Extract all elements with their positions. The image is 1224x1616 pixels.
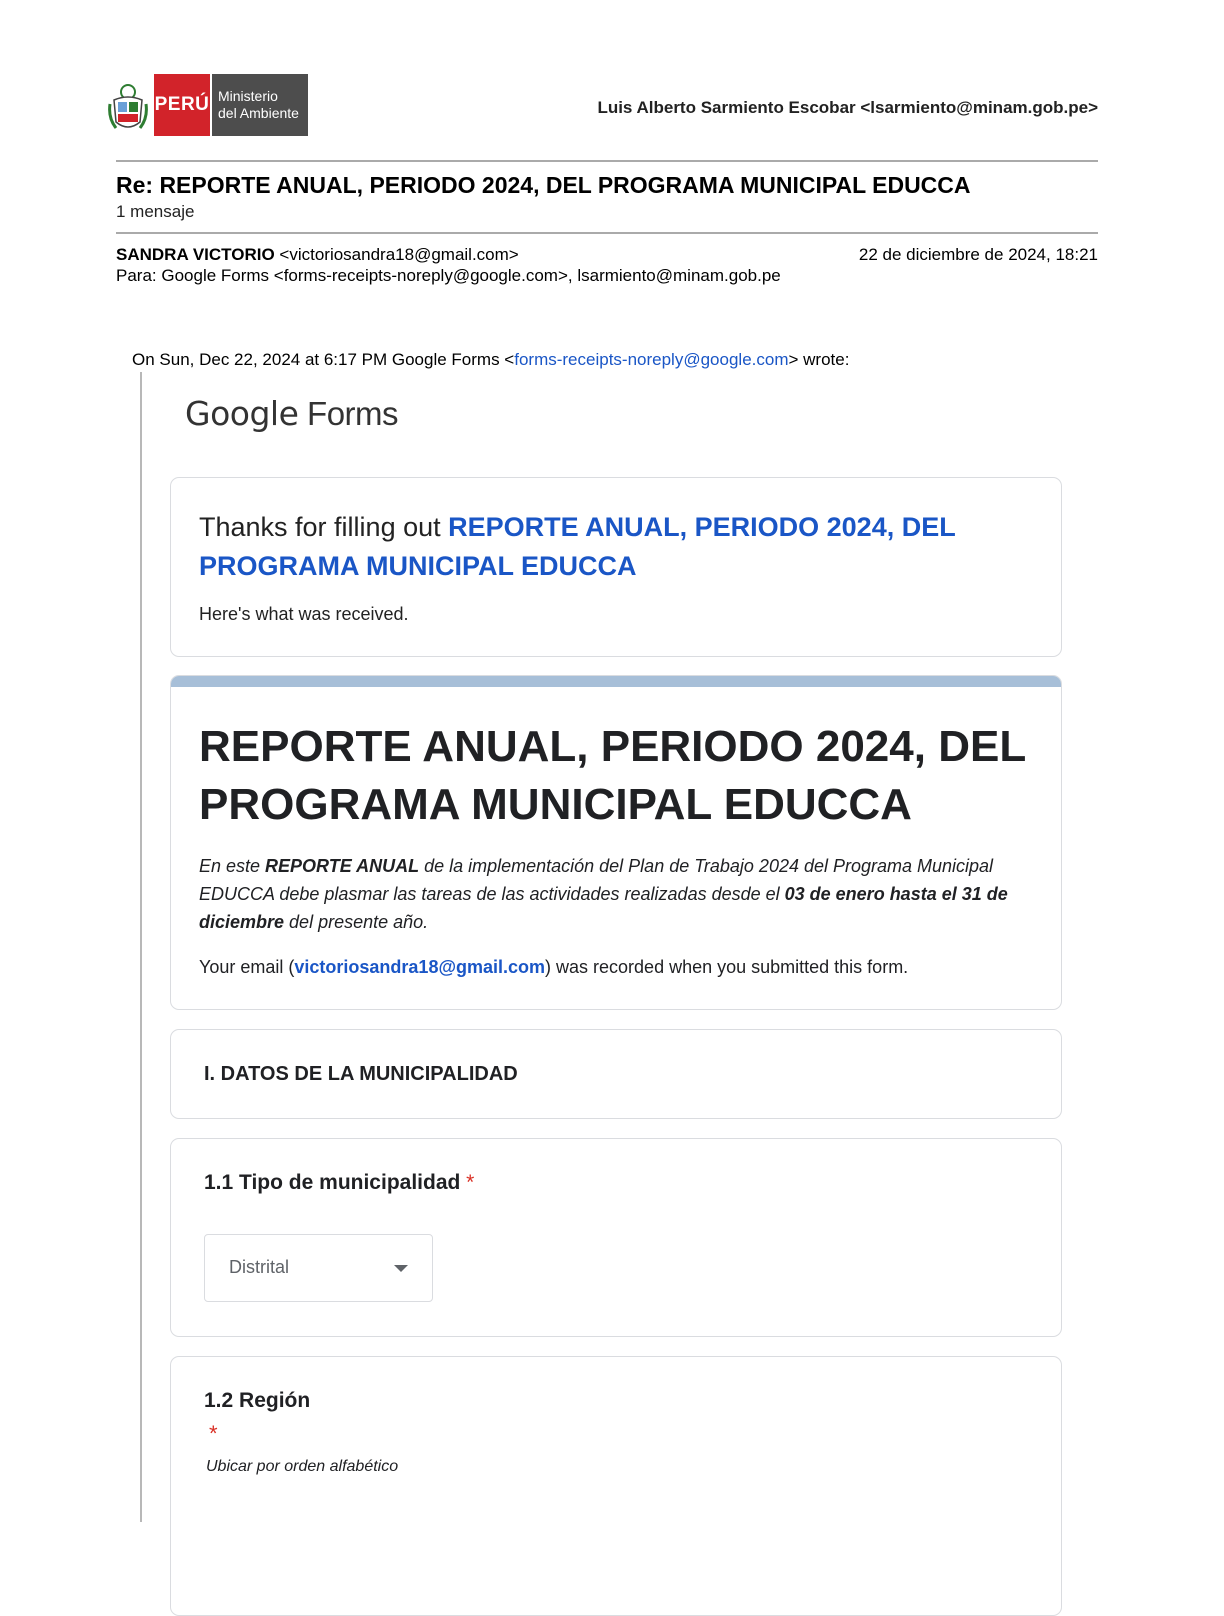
required-asterisk: * <box>209 1421 218 1446</box>
sender-name: SANDRA VICTORIO <box>116 245 275 264</box>
section-title: I. DATOS DE LA MUNICIPALIDAD <box>204 1063 518 1085</box>
message-date: 22 de diciembre de 2024, 18:21 <box>858 245 1098 264</box>
thread-subject: Re: REPORTE ANUAL, PERIODO 2024, DEL PROGRAMA MUNICIPAL EDUCCA <box>116 172 971 198</box>
sender <box>116 245 519 265</box>
logo-ministry-line1: Ministerio <box>218 88 278 104</box>
chevron-down-icon <box>394 1265 408 1272</box>
question-text: 1.1 Tipo de municipalidad <box>204 1171 461 1194</box>
form-accent-bar <box>171 676 1061 687</box>
logo-ministry-label <box>212 74 308 136</box>
google-forms-logo <box>185 394 398 433</box>
thanks-card <box>170 477 1062 657</box>
sender-email: <victoriosandra18@gmail.com> <box>274 245 519 264</box>
ministry-logo <box>106 74 308 138</box>
question-label <box>204 1171 474 1195</box>
desc-part: del presente año. <box>284 912 429 932</box>
email-note-prefix: Your email ( <box>199 957 295 977</box>
desc-bold: 03 de enero hasta el 31 de diciembre <box>199 884 1008 932</box>
divider <box>116 232 1098 234</box>
municipality-type-dropdown[interactable] <box>204 1234 433 1302</box>
thanks-prefix: Thanks for filling out <box>199 512 449 542</box>
dropdown-value: Distrital <box>229 1257 290 1277</box>
desc-bold: REPORTE ANUAL <box>265 856 420 876</box>
recipients: Para: Google Forms <forms-receipts-noreply@google.com>, lsarmiento@minam.gob.pe <box>116 266 781 285</box>
form-name-link[interactable]: REPORTE ANUAL, PERIODO 2024, DEL PROGRAMA MUNICIPAL EDUCCA <box>199 512 956 581</box>
required-asterisk: * <box>466 1171 475 1194</box>
quote-email-link[interactable]: forms-receipts-noreply@google.com <box>514 350 789 369</box>
forms-wordmark: Forms <box>298 395 399 432</box>
email-note-suffix: ) was recorded when you submitted this form. <box>545 957 909 977</box>
account-name: Luis Alberto Sarmiento Escobar <lsarmiento@minam.gob.pe> <box>597 98 1098 117</box>
logo-ministry-line2: del Ambiente <box>218 105 299 121</box>
section-card <box>170 1029 1062 1119</box>
desc-part: En este <box>199 856 266 876</box>
google-wordmark: Google <box>185 394 299 433</box>
received-note: Here's what was received. <box>199 604 409 624</box>
desc-part: de la implementación del Plan de Trabajo 2024 del Programa Municipal EDUCCA debe plasmar las tareas de las actividades realizadas desde el <box>199 856 994 904</box>
question-card-region <box>170 1356 1062 1616</box>
form-description <box>199 852 1049 936</box>
quote-prefix: On Sun, Dec 22, 2024 at 6:17 PM Google Forms < <box>132 350 515 369</box>
question-label: 1.2 Región <box>204 1389 311 1412</box>
quote-suffix: > wrote: <box>788 350 850 369</box>
email-recorded-note <box>199 957 908 978</box>
divider <box>116 160 1098 162</box>
form-header-card <box>170 675 1062 1010</box>
respondent-email-link[interactable]: victoriosandra18@gmail.com <box>294 957 546 977</box>
thanks-message <box>199 508 1029 586</box>
question-card-municipality-type <box>170 1138 1062 1337</box>
quote-bar <box>140 372 142 1522</box>
logo-peru-label: PERÚ <box>154 74 210 136</box>
form-title: REPORTE ANUAL, PERIODO 2024, DEL PROGRAMA MUNICIPAL EDUCCA <box>199 722 1026 829</box>
message-count: 1 mensaje <box>116 202 195 221</box>
quote-header <box>132 350 849 370</box>
peru-coat-of-arms-icon <box>106 80 150 134</box>
question-helper-text: Ubicar por orden alfabético <box>206 1458 399 1475</box>
